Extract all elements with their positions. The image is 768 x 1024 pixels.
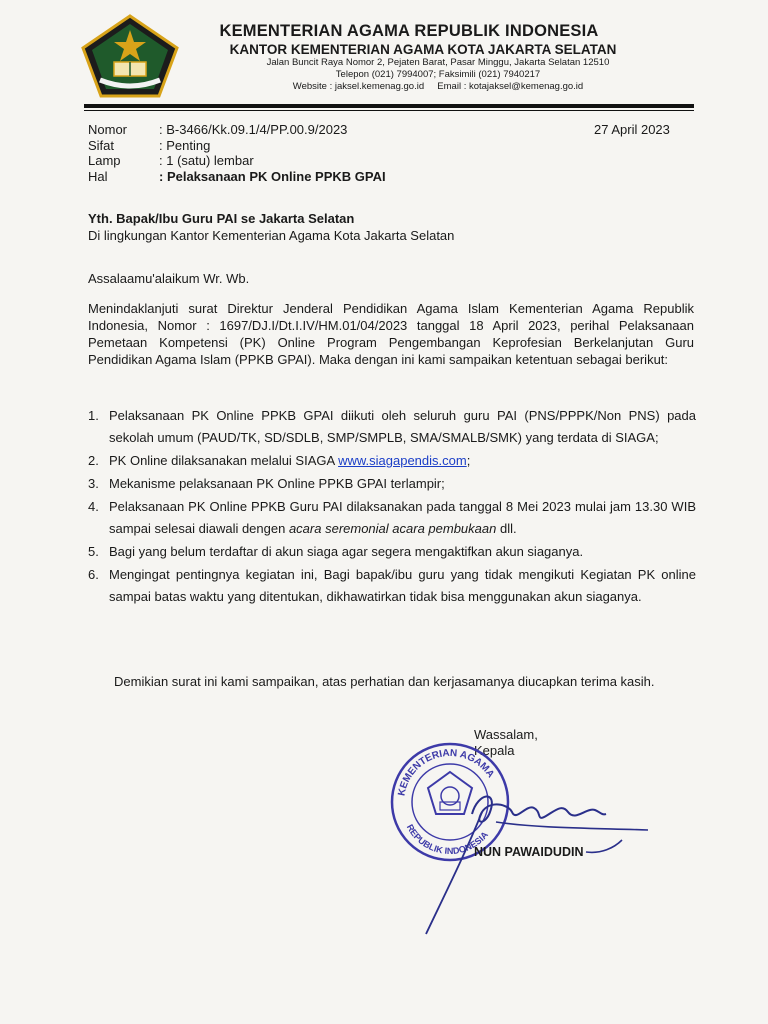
letterhead-rule-thick bbox=[84, 104, 694, 108]
list-item-text: Pelaksanaan PK Online PPKB Guru PAI dilaksanakan pada tanggal 8 Mei 2023 mulai jam 13.30 WIB sampai selesai diawali dengen acara seremonial acara pembukaan dll. bbox=[109, 499, 696, 536]
office-web-email: Website : jaksel.kemenag.go.id Email : kotajaksel@kemenag.go.id bbox=[292, 81, 584, 92]
sifat-label: Sifat bbox=[88, 137, 115, 153]
office-address: Jalan Buncit Raya Nomor 2, Pejaten Barat, Pasar Minggu, Jakarta Selatan 12510 bbox=[266, 57, 610, 68]
closing-paragraph: Demikian surat ini kami sampaikan, atas perhatian dan kerjasamanya diucapkan terima kasih. bbox=[114, 674, 655, 689]
list-item-text: Bagi yang belum terdaftar di akun siaga agar segera mengaktifkan akun siaganya. bbox=[109, 544, 584, 559]
list-item bbox=[88, 496, 696, 540]
office-phone: Telepon (021) 7994007; Faksimili (021) 7940217 bbox=[335, 69, 541, 80]
letterhead-rule-thin bbox=[84, 110, 694, 111]
list-item-number: 3. bbox=[88, 476, 99, 491]
lamp-label: Lamp bbox=[88, 153, 121, 168]
hal-value: : Pelaksanaan PK Online PPKB GPAI bbox=[159, 168, 386, 184]
intro-paragraph: Menindaklanjuti surat Direktur Jenderal Pendidikan Agama Islam Kementerian Agama Republik Indonesia, Nomor : 1697/DJ.I/Dt.I.IV/HM.01/04/2023 tanggal 18 April 2023, perihal Pelaksanaan Pemetaan Kompetensi (PK) Online Program Pengembangan Keprofesian Berkelanjutan Guru Pendidikan Agama Islam (PPKB GPAI). Maka dengan ini kami sampaikan ketentuan sebagai berikut: bbox=[88, 301, 694, 367]
letter-meta bbox=[88, 122, 386, 184]
list-item bbox=[88, 473, 696, 495]
list-item-number: 2. bbox=[88, 453, 99, 468]
nomor-value: : B-3466/Kk.09.1/4/PP.00.9/2023 bbox=[159, 122, 348, 137]
letterhead bbox=[188, 22, 688, 93]
provisions-list bbox=[88, 405, 696, 609]
sifat-value: : Penting bbox=[159, 137, 211, 153]
recipient-block bbox=[88, 210, 454, 244]
signer-name: NUN PAWAIDUDIN bbox=[474, 845, 584, 859]
opening-greeting: Assalaamu'alaikum Wr. Wb. bbox=[88, 271, 250, 286]
list-item-number: 6. bbox=[88, 567, 99, 582]
recipient-line-1: Yth. Bapak/Ibu Guru PAI se Jakarta Selatan bbox=[88, 211, 355, 226]
svg-text:REPUBLIK INDONESIA: REPUBLIK INDONESIA bbox=[404, 822, 491, 857]
list-item bbox=[88, 450, 696, 472]
closing-salutation: Wassalam, bbox=[474, 727, 538, 742]
list-item bbox=[88, 541, 696, 563]
signer-title: Kepala bbox=[474, 743, 515, 758]
list-item-number: 5. bbox=[88, 544, 99, 559]
letter-date: 27 April 2023 bbox=[594, 122, 670, 137]
list-item bbox=[88, 564, 696, 608]
list-item-text: Mekanisme pelaksanaan PK Online PPKB GPAI terlampir; bbox=[109, 476, 445, 491]
list-item-number: 4. bbox=[88, 499, 99, 514]
list-item bbox=[88, 405, 696, 449]
list-item-text: Pelaksanaan PK Online PPKB GPAI diikuti oleh seluruh guru PAI (PNS/PPPK/Non PNS) pada sekolah umum (PAUD/TK, SD/SDLB, SMP/SMPLB, SMA/SMALB/SMK) yang terdata di SIAGA; bbox=[109, 408, 696, 445]
ministry-name: KEMENTERIAN AGAMA REPUBLIK INDONESIA bbox=[219, 22, 599, 40]
nomor-label: Nomor bbox=[88, 122, 128, 137]
office-name: KANTOR KEMENTERIAN AGAMA KOTA JAKARTA SELATAN bbox=[229, 42, 617, 57]
handwritten-signature-icon bbox=[386, 782, 656, 942]
siaga-link[interactable]: www.siagapendis.com bbox=[338, 453, 467, 468]
recipient-line-2: Di lingkungan Kantor Kementerian Agama Kota Jakarta Selatan bbox=[88, 228, 455, 243]
lamp-value: : 1 (satu) lembar bbox=[159, 153, 254, 168]
svg-text:KEMENTERIAN AGAMA: KEMENTERIAN AGAMA bbox=[396, 747, 497, 797]
hal-label: Hal bbox=[88, 168, 108, 184]
list-item-number: 1. bbox=[88, 408, 99, 423]
list-item-text: Mengingat pentingnya kegiatan ini, Bagi bapak/ibu guru yang tidak mengikuti Kegiatan PK online sampai batas waktu yang ditentukan, dikhawatirkan tidak bisa menggunakan akun siaganya. bbox=[109, 567, 696, 604]
list-item-text: PK Online dilaksanakan melalui SIAGA www.siagapendis.com; bbox=[109, 453, 471, 468]
